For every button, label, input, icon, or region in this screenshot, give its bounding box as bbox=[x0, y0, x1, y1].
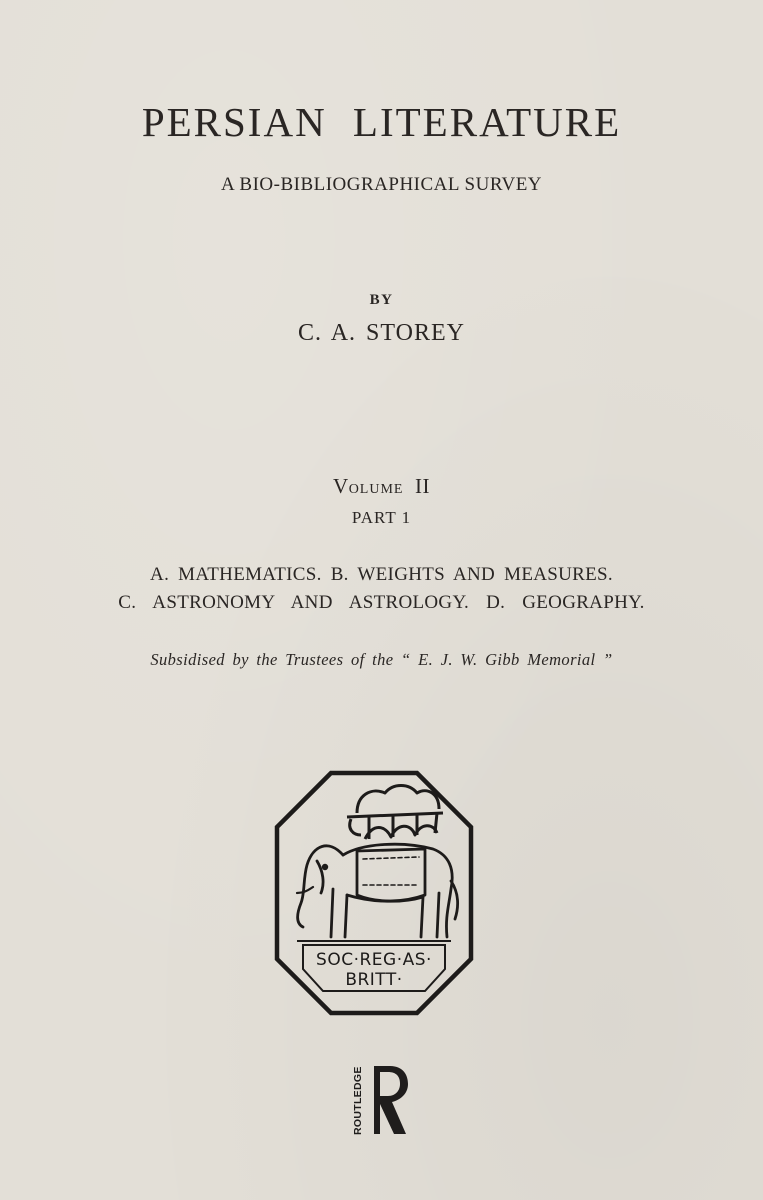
volume-label bbox=[0, 474, 763, 499]
subsidy-note: Subsidised by the Trustees of the “ E. J. W. Gibb Memorial ” bbox=[150, 650, 613, 669]
contents-line-2: C. ASTRONOMY AND ASTROLOGY. D. GEOGRAPHY. bbox=[118, 592, 645, 613]
seal-text-line-1: SOC·REG·AS· bbox=[316, 950, 432, 970]
book-subtitle: A BIO-BIBLIOGRAPHICAL SURVEY bbox=[220, 174, 543, 195]
seal-text-line-2: BRITT· bbox=[345, 970, 403, 990]
volume-smallcaps: OLUME bbox=[348, 482, 404, 497]
contents-line-1: A. MATHEMATICS. B. WEIGHTS AND MEASURES. bbox=[150, 564, 613, 585]
volume-prefix: V bbox=[333, 474, 349, 498]
author-name: C. A. STOREY bbox=[298, 320, 465, 346]
part-label: PART 1 bbox=[351, 508, 412, 527]
society-seal-icon bbox=[273, 769, 475, 1017]
by-label: BY bbox=[369, 292, 394, 308]
volume-number: II bbox=[414, 474, 430, 498]
book-title: PERSIAN LITERATURE bbox=[141, 99, 622, 145]
publisher-name: ROUTLEDGE bbox=[352, 1066, 364, 1136]
